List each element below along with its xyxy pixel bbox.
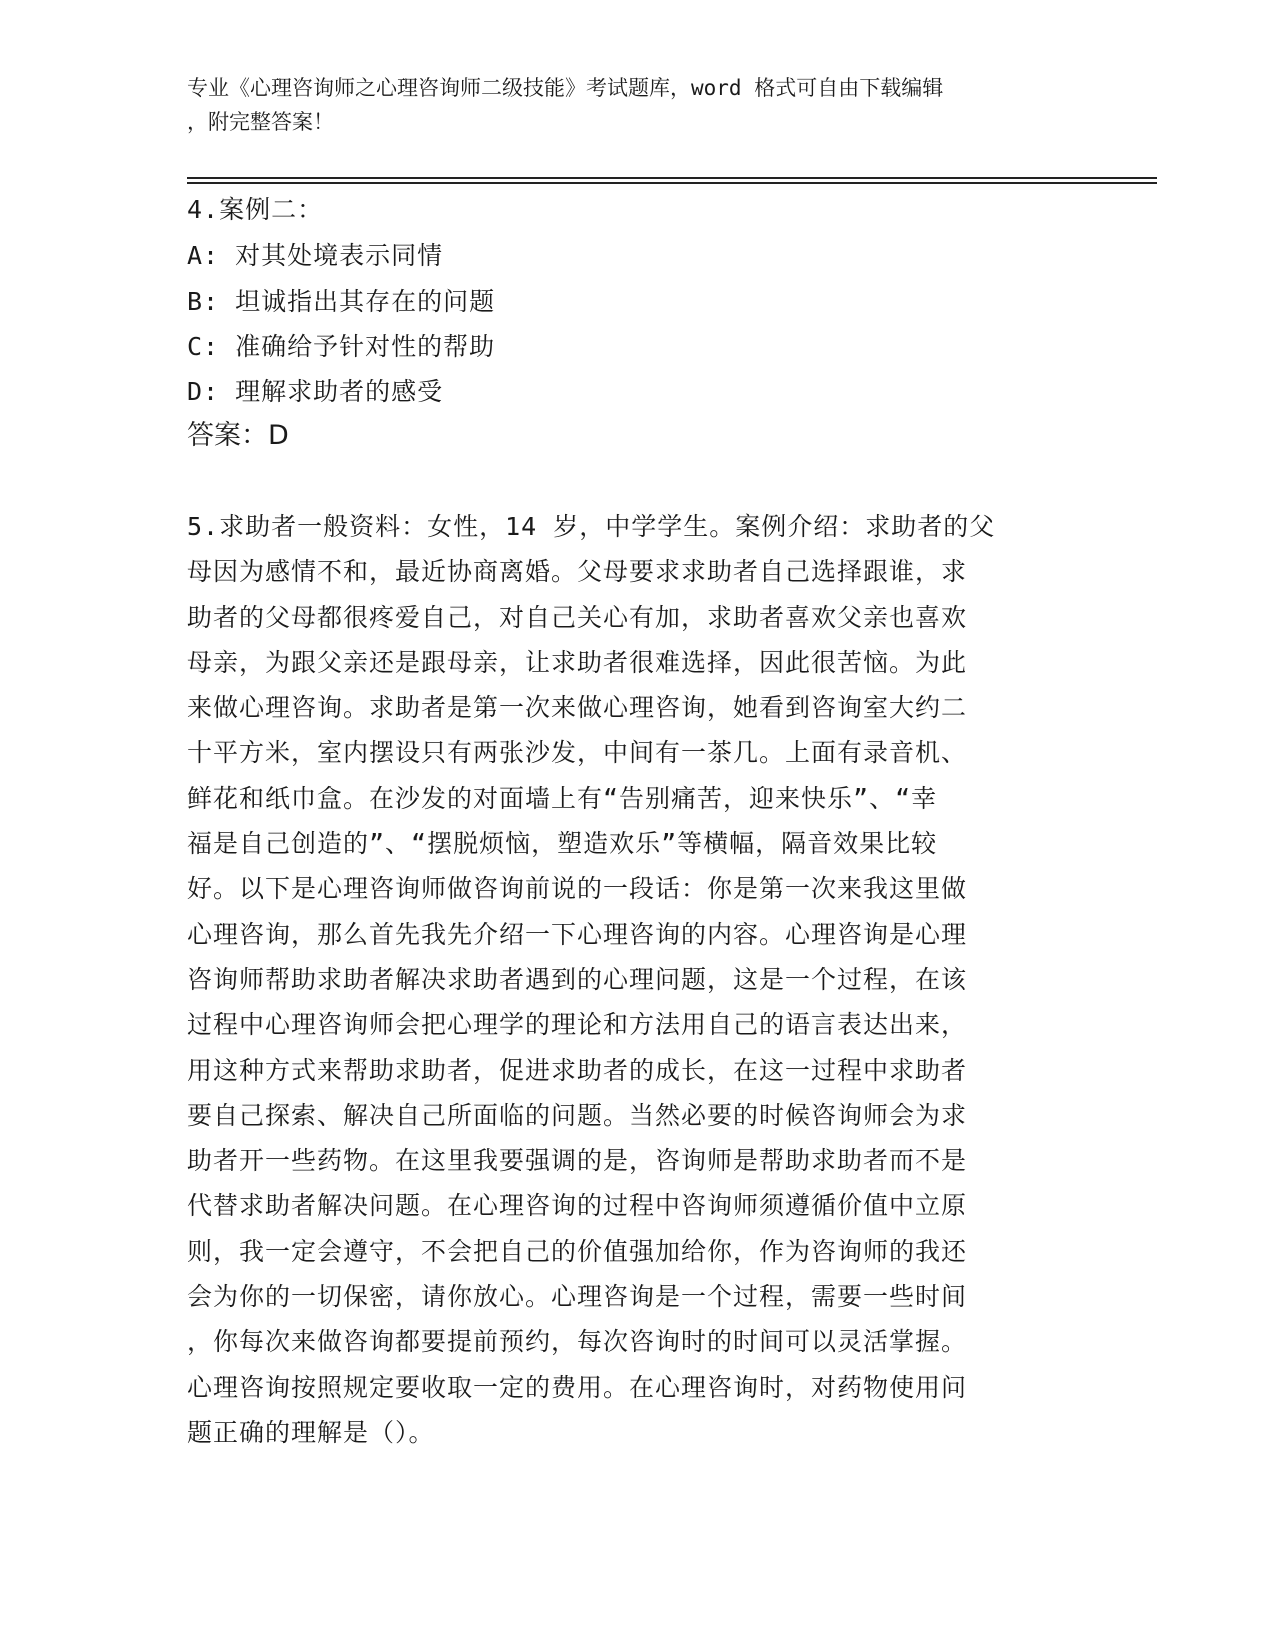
paragraph-line: 鲜花和纸巾盒。在沙发的对面墙上有“告别痛苦，迎来快乐”、“幸 <box>187 783 938 813</box>
paragraph-line: 心理咨询，那么首先我先介绍一下心理咨询的内容。心理咨询是心理 <box>187 919 968 949</box>
paragraph-line: 会为你的一切保密，请你放心。心理咨询是一个过程，需要一些时间 <box>187 1282 968 1312</box>
question-4-answer: 答案：D <box>187 420 289 451</box>
paragraph-line: 福是自己创造的”、“摆脱烦恼，塑造欢乐”等横幅，隔音效果比较 <box>187 829 938 859</box>
question-4-stem: 4.案例二： <box>187 195 324 224</box>
paragraph-line: ，你每次来做咨询都要提前预约，每次咨询时的时间可以灵活掌握。 <box>187 1327 968 1357</box>
header-line-2: ，附完整答案！ <box>187 110 334 134</box>
paragraph-line: 要自己探索、解决自己所面临的问题。当然必要的时候咨询师会为求 <box>187 1100 968 1130</box>
header-line-1: 专业《心理咨询师之心理咨询师二级技能》考试题库，word 格式可自由下载编辑 <box>187 76 944 100</box>
header-rule-top <box>187 177 1157 179</box>
paragraph-line: 好。以下是心理咨询师做咨询前说的一段话：你是第一次来我这里做 <box>187 874 968 904</box>
paragraph-line: 来做心理咨询。求助者是第一次来做心理咨询，她看到咨询室大约二 <box>187 693 968 723</box>
paragraph-line: 母因为感情不和，最近协商离婚。父母要求求助者自己选择跟谁，求 <box>187 557 968 587</box>
paragraph-line: 代替求助者解决问题。在心理咨询的过程中咨询师须遵循价值中立原 <box>187 1191 968 1221</box>
question-4-option-d: D: 理解求助者的感受 <box>187 377 444 406</box>
paragraph-line: 母亲，为跟父亲还是跟母亲，让求助者很难选择，因此很苦恼。为此 <box>187 647 968 677</box>
paragraph-line: 用这种方式来帮助求助者，促进求助者的成长，在这一过程中求助者 <box>187 1055 968 1085</box>
paragraph-line: 题正确的理解是（）。 <box>187 1417 435 1447</box>
paragraph-line: 心理咨询按照规定要收取一定的费用。在心理咨询时，对药物使用问 <box>187 1372 968 1402</box>
paragraph-line: 助者开一些药物。在这里我要强调的是，咨询师是帮助求助者而不是 <box>187 1146 968 1176</box>
paragraph-line: 助者的父母都很疼爱自己，对自己关心有加，求助者喜欢父亲也喜欢 <box>187 602 968 632</box>
header-rule-bottom <box>187 182 1157 184</box>
paragraph-line: 5.求助者一般资料：女性，14 岁，中学学生。案例介绍：求助者的父 <box>187 512 996 541</box>
paragraph-line: 十平方米，室内摆设只有两张沙发，中间有一茶几。上面有录音机、 <box>187 738 968 768</box>
question-4-option-b: B: 坦诚指出其存在的问题 <box>187 287 496 316</box>
question-4-option-a: A: 对其处境表示同情 <box>187 241 444 270</box>
paragraph-line: 过程中心理咨询师会把心理学的理论和方法用自己的语言表达出来， <box>187 1010 968 1040</box>
paragraph-line: 咨询师帮助求助者解决求助者遇到的心理问题，这是一个过程，在该 <box>187 964 968 994</box>
question-5-paragraph <box>187 504 1072 1455</box>
paragraph-line: 则，我一定会遵守，不会把自己的价值强加给你，作为咨询师的我还 <box>187 1236 968 1266</box>
question-4-option-c: C: 准确给予针对性的帮助 <box>187 332 496 361</box>
